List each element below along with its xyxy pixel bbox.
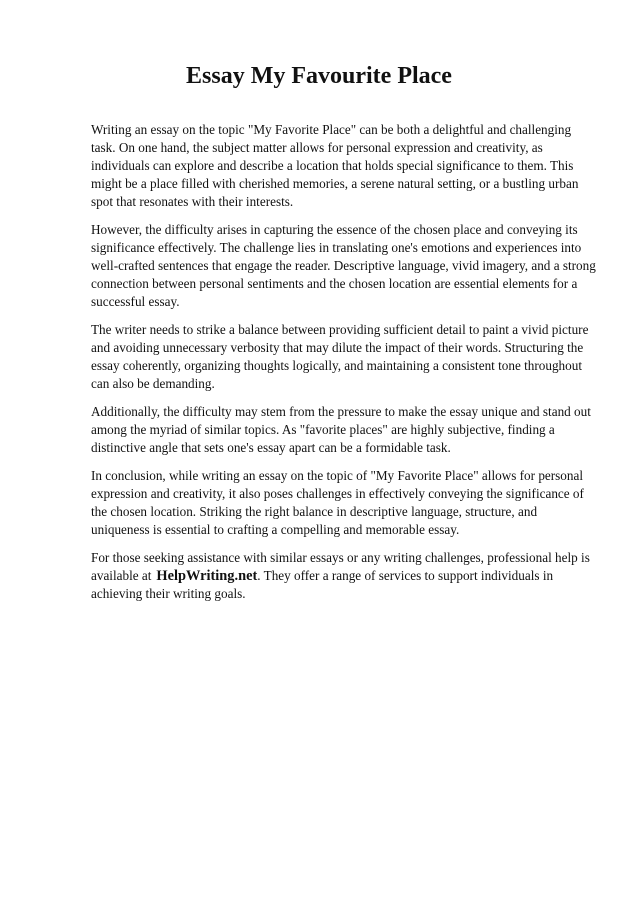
helpwriting-link[interactable]: HelpWriting.net [156, 568, 258, 584]
paragraph-4: Additionally, the difficulty may stem from the pressure to make the essay unique and stand out among the myriad of similar topics. As "favorite places" are highly subjective, finding a distinctive angle that sets one's essay apart can be a formidable task. [91, 404, 591, 455]
paragraph-5: In conclusion, while writing an essay on the topic of "My Favorite Place" allows for personal expression and creativity, it also poses challenges in effectively conveying the significance of the chosen location. Striking the right balance in descriptive language, structure, and uniqueness is essential to crafting a compelling and memorable essay. [91, 468, 584, 537]
closing-text-before-link: For those seeking assistance with similar essays or any writing challenges, professional help is available at [91, 550, 590, 583]
document-body [91, 121, 596, 613]
closing-paragraph [91, 549, 596, 603]
paragraph-3: The writer needs to strike a balance between providing sufficient detail to paint a vivid picture and avoiding unnecessary verbosity that may dilute the impact of their words. Structuring the essay coherently, organizing thoughts logically, and maintaining a consistent tone throughout can also be demanding. [91, 322, 589, 391]
paragraph-2: However, the difficulty arises in capturing the essence of the chosen place and conveying its significance effectively. The challenge lies in translating one's emotions and experiences into well-crafted sentences that engage the reader. Descriptive language, vivid imagery, and a strong connection between personal sentiments and the chosen location are essential elements for a successful essay. [91, 222, 596, 309]
paragraph-1: Writing an essay on the topic "My Favorite Place" can be both a delightful and challenging task. On one hand, the subject matter allows for personal expression and creativity, as individuals can explore and describe a location that holds special significance to them. This might be a place filled with cherished memories, a serene natural setting, or a bustling urban spot that resonates with their interests. [91, 122, 579, 209]
document-title: Essay My Favourite Place [186, 63, 452, 89]
closing-text-after-link: . They offer a range of services to support individuals in achieving their writing goals. [91, 568, 554, 601]
